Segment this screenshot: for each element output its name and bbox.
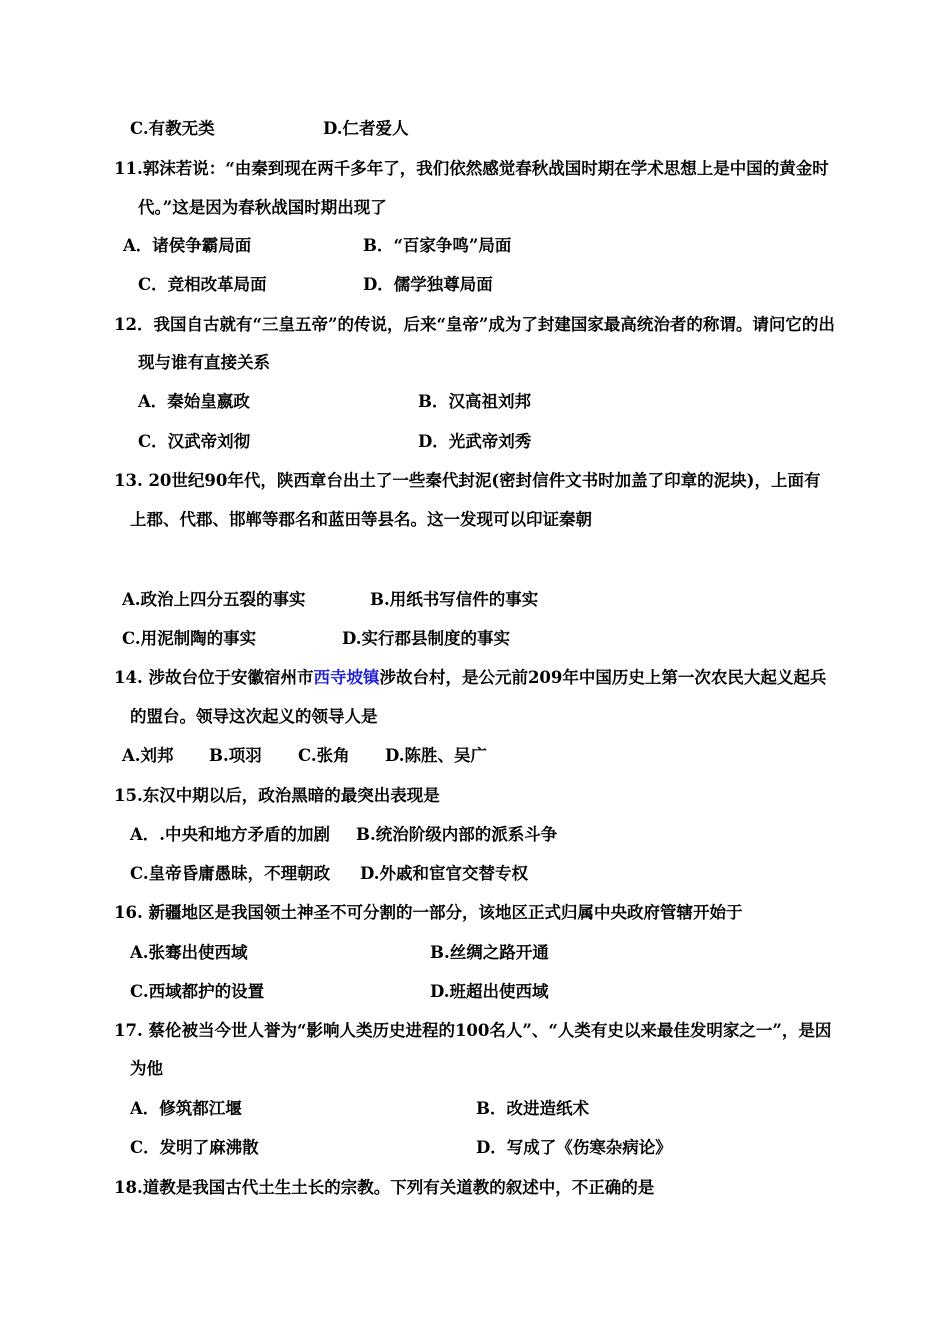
q14-option-a: A.刘邦	[122, 746, 174, 765]
q11-option-d: D．儒学独尊局面	[363, 275, 493, 294]
q11-option-b: B．“百家争鸣”局面	[363, 236, 512, 255]
q13-stem-line1: 13. 20世纪90年代，陕西章台出土了一些秦代封泥(密封信件文书时加盖了印章的泥块)，上面有	[114, 471, 821, 490]
q16-option-c: C.西域都护的设置	[130, 982, 265, 1001]
q18-stem-line1: 18.道教是我国古代土生土长的宗教。下列有关道教的叙述中，不正确的是	[114, 1178, 655, 1197]
q14-stem-line2: 的盟台。领导这次起义的领导人是	[130, 707, 378, 726]
q14-option-b: B.项羽	[209, 746, 262, 765]
q16-option-a: A.张骞出使西域	[130, 943, 248, 962]
q14-stem-pre: 14. 涉故台位于安徽宿州市	[114, 668, 314, 687]
q11-stem-line1: 11.郭沫若说：“由秦到现在两千多年了，我们依然感觉春秋战国时期在学术思想上是中国的黄金时	[114, 159, 829, 178]
q15-option-b: B.统治阶级内部的派系斗争	[356, 825, 558, 844]
q13-stem-line2: 上郡、代郡、邯郸等郡名和蓝田等县名。这一发现可以印证秦朝	[130, 510, 592, 529]
q14-option-d: D.陈胜、吴广	[385, 746, 487, 765]
q15-option-a: A．.中央和地方矛盾的加剧	[130, 825, 331, 844]
q12-option-a: A．秦始皇嬴政	[138, 392, 250, 411]
q11-option-a: A．诸侯争霸局面	[123, 236, 252, 255]
q12-stem-line2: 现与谁有直接关系	[138, 353, 270, 372]
q17-option-a: A．修筑都江堰	[130, 1099, 242, 1118]
q14-stem-line1	[114, 667, 826, 689]
q12-option-d: D．光武帝刘秀	[418, 432, 532, 451]
q13-option-b: B.用纸书写信件的事实	[370, 590, 539, 609]
q16-stem-line1: 16. 新疆地区是我国领土神圣不可分割的一部分，该地区正式归属中央政府管辖开始于	[114, 903, 743, 922]
q10-option-c: C.有教无类	[130, 119, 215, 138]
q14-stem-post: 涉故台村，是公元前209年中国历史上第一次农民大起义起兵	[379, 668, 827, 687]
q11-option-c: C．竞相改革局面	[138, 275, 267, 294]
q10-option-d: D.仁者爱人	[323, 119, 409, 138]
q16-option-d: D.班超出使西域	[430, 982, 549, 1001]
q17-option-b: B．改进造纸术	[476, 1099, 589, 1118]
q13-option-d: D.实行郡县制度的事实	[342, 629, 510, 648]
q13-option-c: C.用泥制陶的事实	[122, 629, 257, 648]
q15-option-c: C.皇帝昏庸愚昧，不理朝政	[130, 864, 331, 883]
q14-place-link[interactable]: 西寺坡镇	[313, 668, 380, 687]
q17-stem-line1: 17. 蔡伦被当今世人誉为“影响人类历史进程的100名人”、“人类有史以来最佳发明家之一”，是因	[114, 1021, 832, 1040]
q17-option-d: D．写成了《伤寒杂病论》	[476, 1138, 672, 1157]
q15-option-d: D.外戚和宦官交替专权	[360, 864, 528, 883]
q16-option-b: B.丝绸之路开通	[430, 943, 549, 962]
q12-option-b: B．汉高祖刘邦	[418, 392, 531, 411]
q17-stem-line2: 为他	[130, 1059, 163, 1078]
q11-stem-line2: 代。”这是因为春秋战国时期出现了	[138, 198, 387, 217]
q13-option-a: A.政治上四分五裂的事实	[122, 590, 306, 609]
q12-option-c: C．汉武帝刘彻	[138, 432, 251, 451]
q14-option-c: C.张角	[298, 746, 350, 765]
q17-option-c: C．发明了麻沸散	[130, 1138, 259, 1157]
q15-stem-line1: 15.东汉中期以后，政治黑暗的最突出表现是	[114, 786, 440, 805]
q12-stem-line1: 12．我国自古就有“三皇五帝”的传说，后来“皇帝”成为了封建国家最高统治者的称谓。请问它的出	[114, 315, 835, 334]
